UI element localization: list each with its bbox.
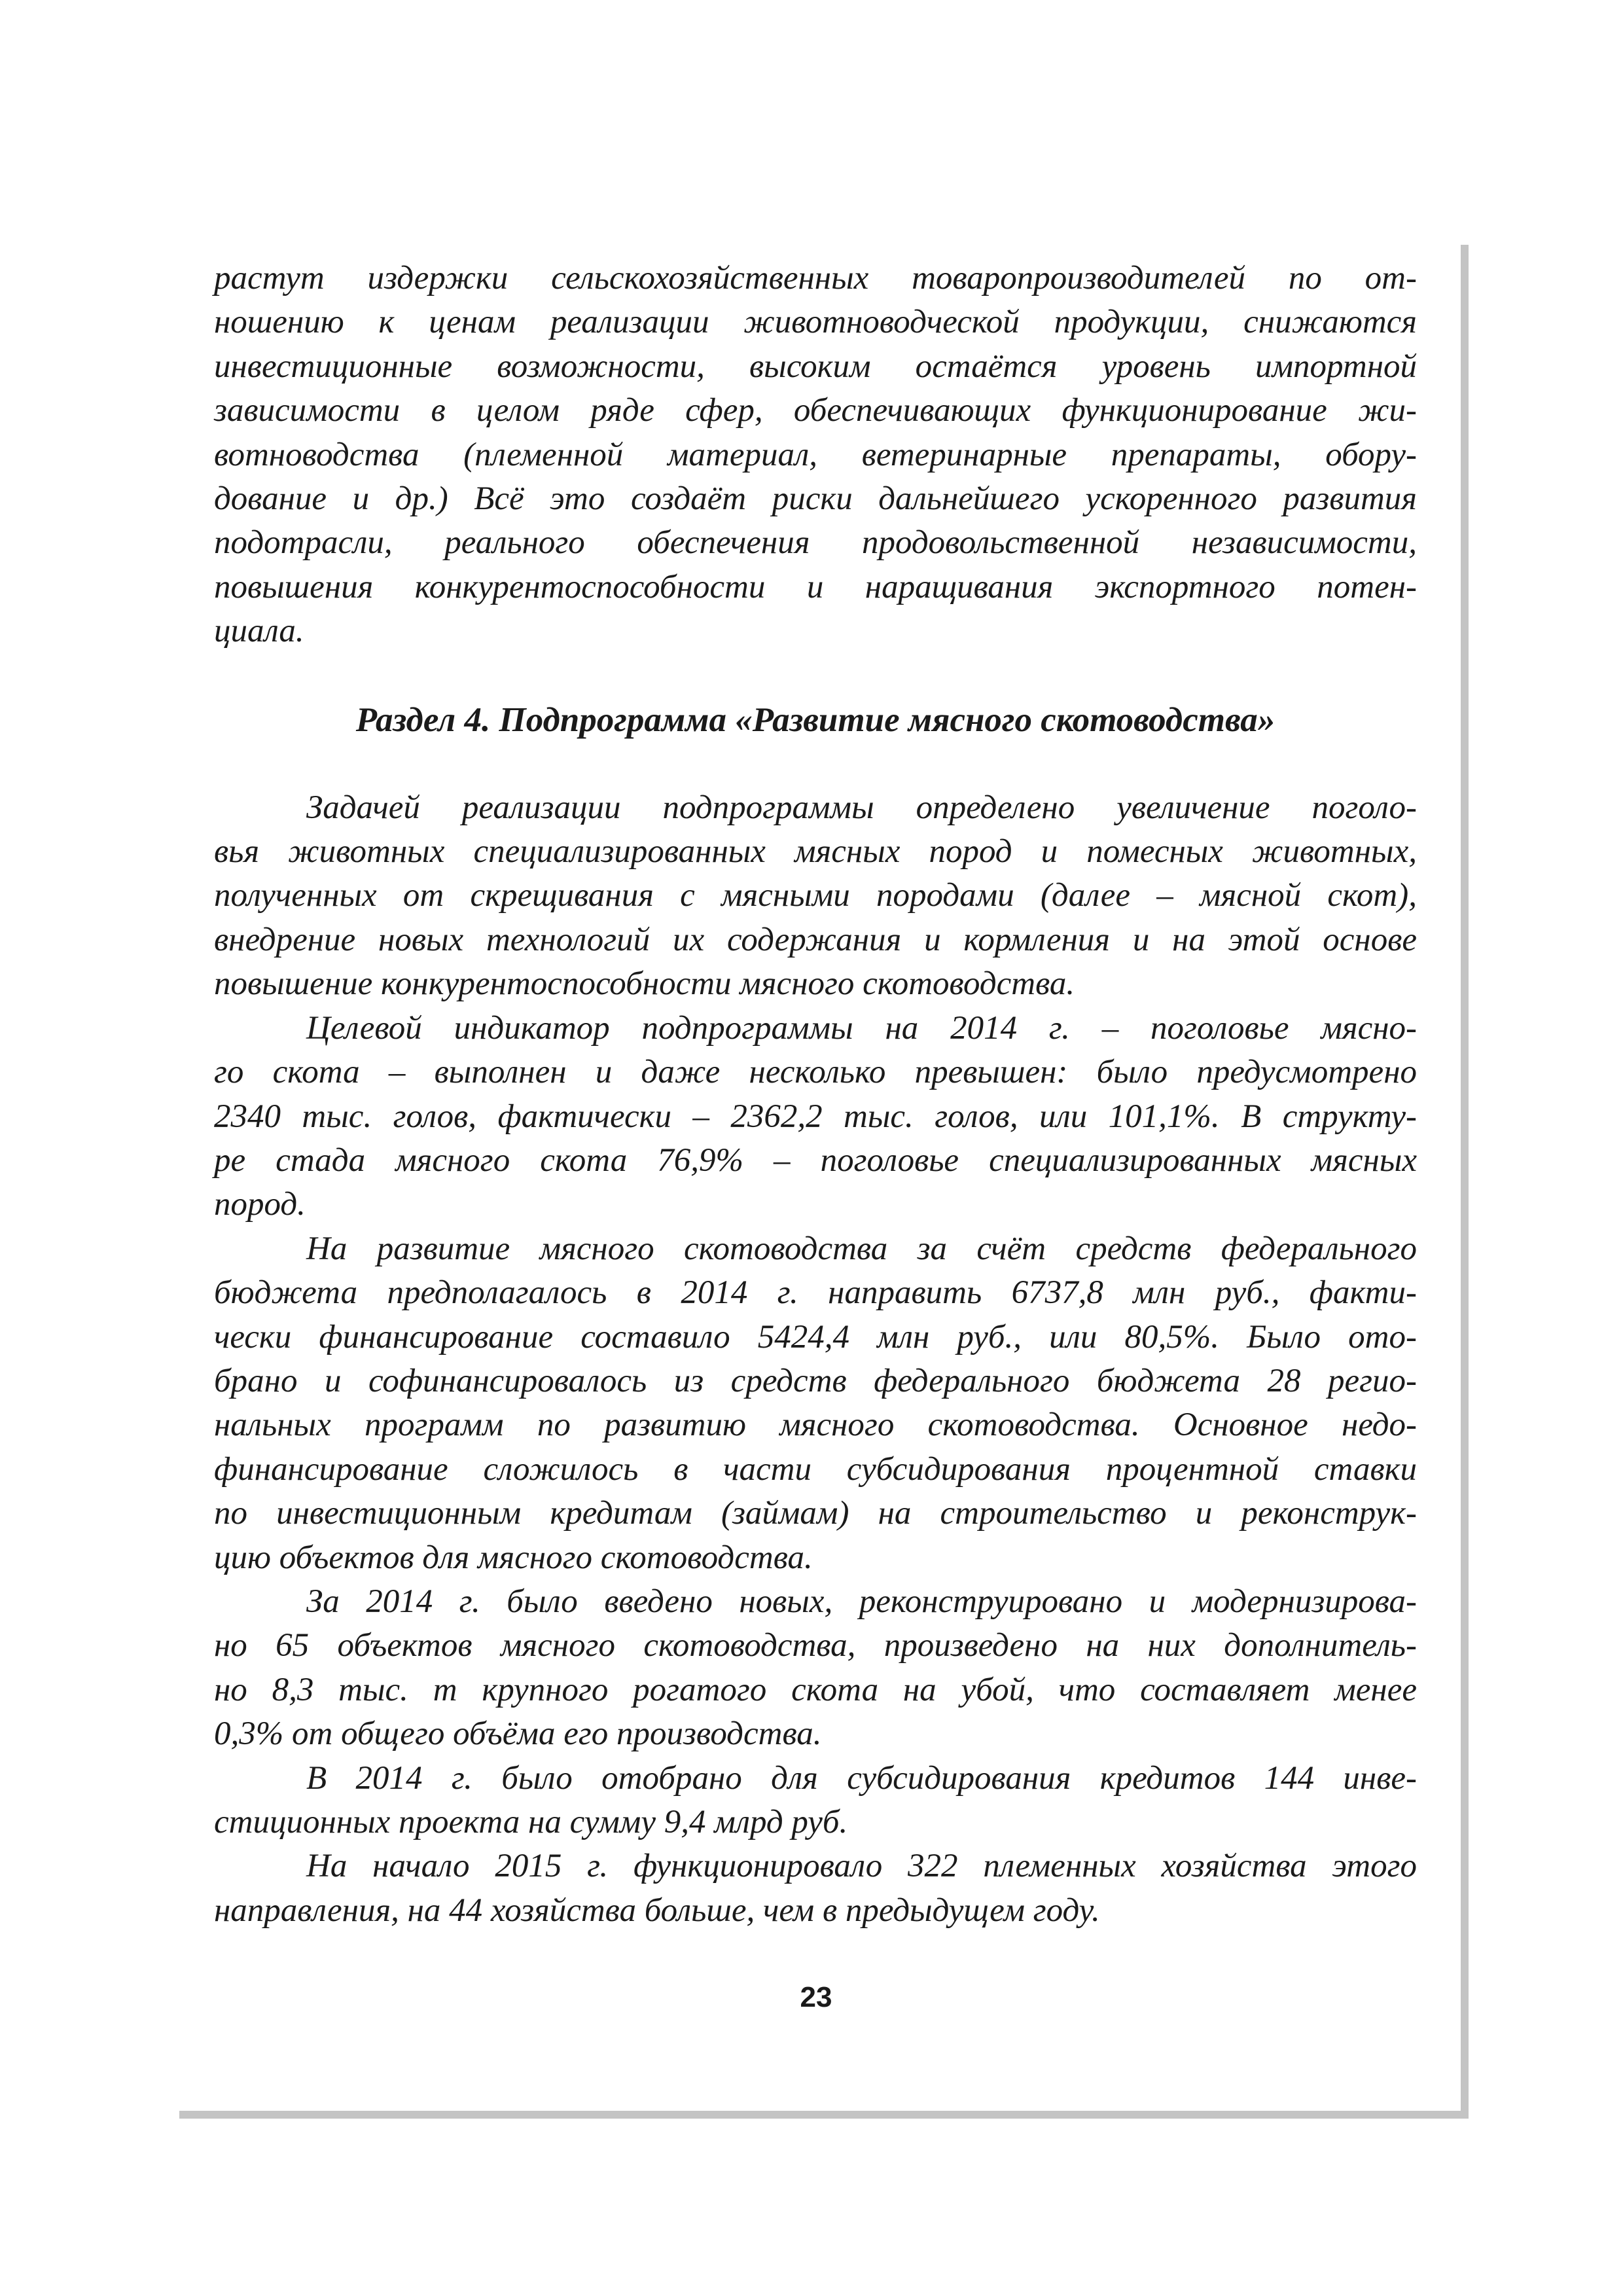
page-text-column bbox=[214, 257, 1417, 1933]
text-line: вотноводства (племенной материал, ветеринарные препараты, обору- bbox=[214, 436, 1417, 473]
text-line: нальных программ по развитию мясного скотоводства. Основное недо- bbox=[214, 1407, 1417, 1444]
paragraph-funding bbox=[214, 1227, 1417, 1580]
text-line: В 2014 г. было отобрано для субсидирования кредитов 144 инве- bbox=[306, 1759, 1417, 1797]
text-line: пород. bbox=[214, 1186, 306, 1223]
text-line: вья животных специализированных мясных пород и помесных животных, bbox=[214, 833, 1417, 870]
text-line: ре стада мясного скота 76,9% – поголовье специализированных мясных bbox=[214, 1141, 1417, 1179]
text-line: бюджета предполагалось в 2014 г. направить 6737,8 млн руб., факти- bbox=[214, 1274, 1417, 1312]
text-line: стиционных проекта на сумму 9,4 млрд руб. bbox=[214, 1804, 848, 1840]
page bbox=[171, 237, 1461, 2111]
text-line: На начало 2015 г. функционировало 322 племенных хозяйства этого bbox=[306, 1848, 1417, 1885]
text-line: брано и софинансировалось из средств федерального бюджета 28 регио- bbox=[214, 1362, 1417, 1399]
text-line: цию объектов для мясного скотоводства. bbox=[214, 1539, 813, 1576]
text-line: Задачей реализации подпрограммы определено увеличение поголо- bbox=[306, 789, 1417, 826]
text-line: подотрасли, реального обеспечения продовольственной независимости, bbox=[214, 524, 1417, 562]
text-line: На развитие мясного скотоводства за счёт средств федерального bbox=[306, 1230, 1417, 1267]
text-line: направления, на 44 хозяйства больше, чем в предыдущем году. bbox=[214, 1892, 1100, 1929]
text-line: но 65 объектов мясного скотоводства, произведено на них дополнитель- bbox=[214, 1627, 1417, 1664]
text-line: 2340 тыс. голов, фактически – 2362,2 тыс. голов, или 101,1%. В структу- bbox=[214, 1098, 1417, 1135]
paragraph-intro bbox=[214, 257, 1417, 654]
text-line: внедрение новых технологий их содержания и кормления и на этой основе bbox=[214, 921, 1417, 958]
text-line: ношению к ценам реализации животноводческой продукции, снижаются bbox=[214, 304, 1417, 341]
text-line: полученных от скрещивания с мясными породами (далее – мясной скот), bbox=[214, 877, 1417, 914]
text-line: инвестиционные возможности, высоким остаётся уровень импортной bbox=[214, 348, 1417, 385]
text-line: растут издержки сельскохозяйственных товаропроизводителей по от- bbox=[214, 260, 1417, 296]
text-line: зависимости в целом ряде сфер, обеспечивающих функционирование жи- bbox=[214, 392, 1417, 429]
text-line: финансирование сложилось в части субсидирования процентной ставки bbox=[214, 1450, 1417, 1488]
text-line: дование и др.) Всё это создаёт риски дальнейшего ускоренного развития bbox=[214, 480, 1417, 518]
text-line: повышения конкурентоспособности и наращивания экспортного потен- bbox=[214, 568, 1417, 605]
text-line: За 2014 г. было введено новых, реконструировано и модернизирова- bbox=[306, 1583, 1417, 1620]
text-line: 0,3% от общего объёма его производства. bbox=[214, 1715, 822, 1753]
paragraph-indicator bbox=[214, 1007, 1417, 1227]
text-line: циала. bbox=[214, 613, 304, 650]
text-line: Целевой индикатор подпрограммы на 2014 г. – поголовье мясно- bbox=[306, 1009, 1417, 1047]
text-line: го скота – выполнен и даже несколько превышен: было предусмотрено bbox=[214, 1054, 1417, 1091]
paragraph-breeding bbox=[214, 1844, 1417, 1933]
paragraph-credits bbox=[214, 1757, 1417, 1845]
paragraph-objectives bbox=[214, 786, 1417, 1007]
text-line: по инвестиционным кредитам (займам) на строительство и реконструк- bbox=[214, 1495, 1417, 1532]
page-number: 23 bbox=[800, 1981, 832, 2013]
text-line: повышение конкурентоспособности мясного скотоводства. bbox=[214, 965, 1075, 1003]
paragraph-objects bbox=[214, 1580, 1417, 1757]
text-line: чески финансирование составило 5424,4 млн руб., или 80,5%. Было ото- bbox=[214, 1318, 1417, 1355]
text-line: но 8,3 тыс. т крупного рогатого скота на убой, что составляет менее bbox=[214, 1671, 1417, 1708]
section-heading: Раздел 4. Подпрограмма «Развитие мясного скотоводства» bbox=[355, 700, 1275, 739]
